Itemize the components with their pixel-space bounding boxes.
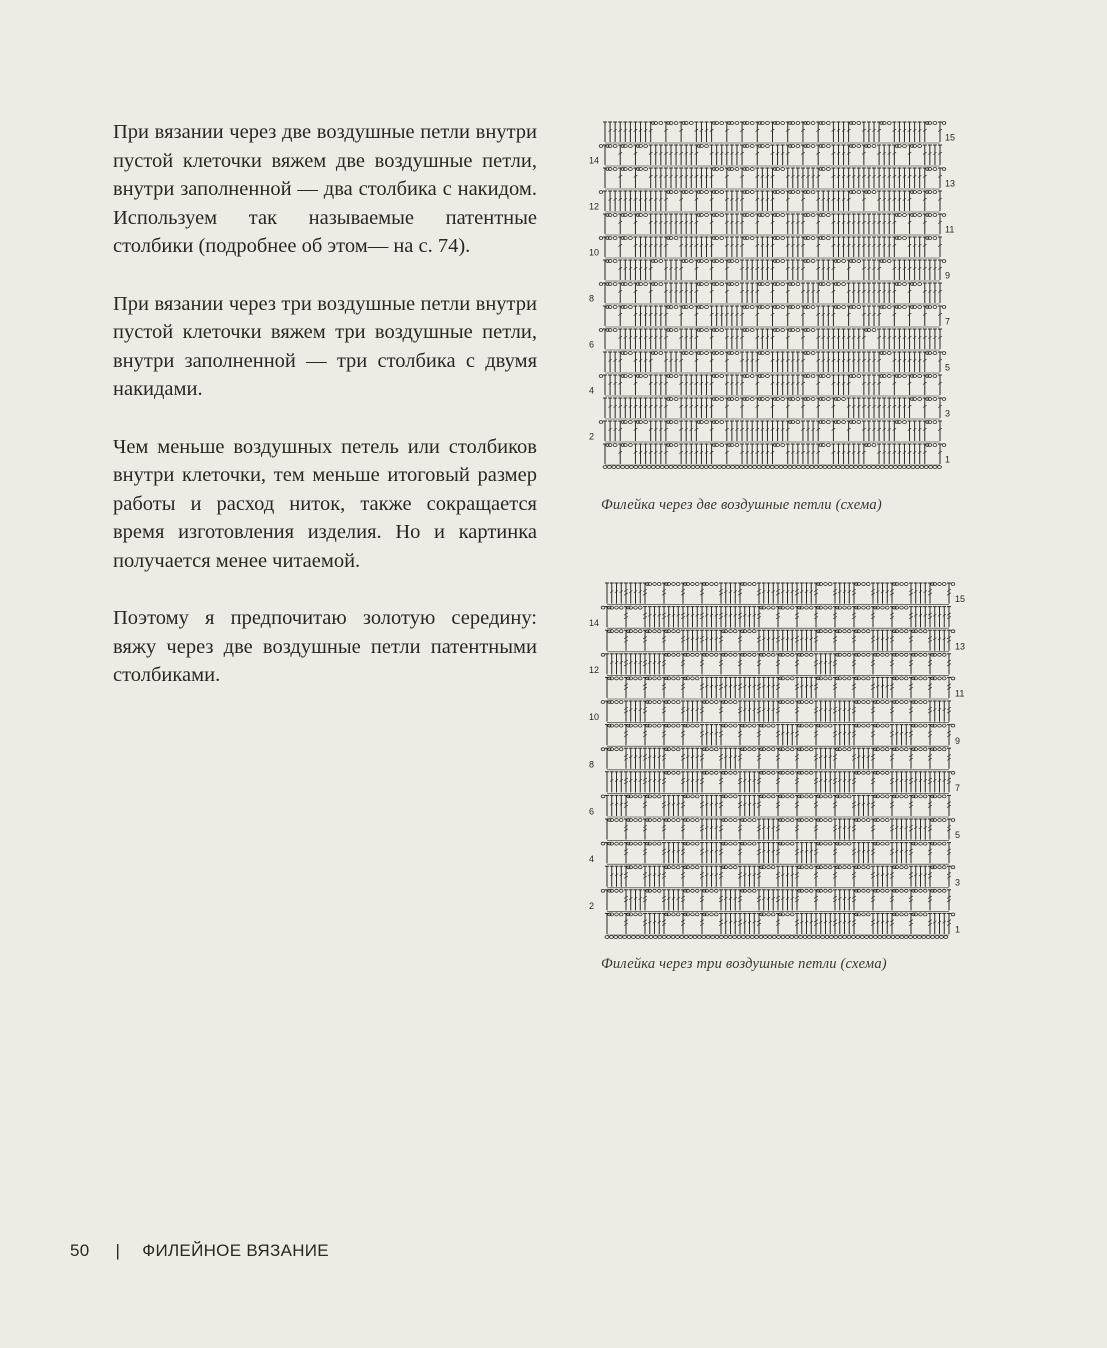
section-title: ФИЛЕЙНОЕ ВЯЗАНИЕ xyxy=(142,1241,329,1260)
chart-row xyxy=(605,771,955,793)
turning-chain xyxy=(951,866,955,869)
turning-chain xyxy=(942,444,946,447)
row-number-right: 9 xyxy=(955,735,961,746)
turning-chain xyxy=(599,283,603,286)
chart-row xyxy=(601,748,951,770)
turning-chain xyxy=(942,122,946,125)
row-number-left: 12 xyxy=(589,201,600,212)
turning-chain xyxy=(942,398,946,401)
row-number-right: 11 xyxy=(955,688,965,699)
row-number-right: 13 xyxy=(945,178,956,189)
crochet-chart-three-chains xyxy=(588,578,970,944)
turning-chain xyxy=(942,352,946,355)
turning-chain xyxy=(599,145,603,148)
caption-two-chains: Филейка через две воздушные петли (схема) xyxy=(601,497,882,513)
turning-chain xyxy=(951,677,955,680)
chart-row xyxy=(599,375,942,397)
foundation-chain xyxy=(603,466,941,469)
turning-chain xyxy=(601,842,605,845)
chart-row xyxy=(603,306,946,328)
caption-three-chains: Филейка через три воздушные петли (схема) xyxy=(601,956,887,972)
chart-row xyxy=(603,398,946,420)
chart-svg xyxy=(588,118,960,476)
turning-chain xyxy=(951,724,955,727)
turning-chain xyxy=(951,819,955,822)
chart-row xyxy=(603,260,946,282)
chart-row xyxy=(599,283,942,305)
row-number-right: 1 xyxy=(955,924,961,935)
row-number-left: 14 xyxy=(589,617,600,628)
turning-chain xyxy=(601,606,605,609)
row-number-right: 5 xyxy=(955,830,961,841)
turning-chain xyxy=(942,168,946,171)
chart-row xyxy=(599,421,942,443)
chart-row xyxy=(599,329,942,351)
chart-row xyxy=(601,795,951,817)
turning-chain xyxy=(942,214,946,217)
row-number-left: 10 xyxy=(589,247,600,258)
row-number-right: 11 xyxy=(945,224,955,235)
chart-row xyxy=(599,191,942,213)
chart-svg xyxy=(588,578,970,944)
row-number-right: 3 xyxy=(955,877,961,888)
chart-row xyxy=(603,214,946,236)
turning-chain xyxy=(951,913,955,916)
chart-row xyxy=(605,724,955,746)
page-number: 50 xyxy=(70,1241,90,1260)
turning-chain xyxy=(951,630,955,633)
turning-chain xyxy=(599,191,603,194)
row-number-left: 4 xyxy=(589,385,595,396)
turning-chain xyxy=(599,329,603,332)
turning-chain xyxy=(942,306,946,309)
chart-row xyxy=(599,145,942,167)
row-number-left: 6 xyxy=(589,339,595,350)
turning-chain xyxy=(599,375,603,378)
row-number-right: 15 xyxy=(955,594,966,605)
chart-row xyxy=(601,606,951,628)
paragraph-4: Поэтому я предпочитаю золотую середину: вяжу через две воздушные петли патентными столбиками. xyxy=(113,607,537,687)
turning-chain xyxy=(601,889,605,892)
turning-chain xyxy=(951,583,955,586)
row-number-right: 3 xyxy=(945,408,951,419)
chart-row xyxy=(605,819,955,841)
chart-row xyxy=(603,352,946,374)
row-number-left: 8 xyxy=(589,759,595,770)
chart-row xyxy=(605,866,955,888)
turning-chain xyxy=(599,237,603,240)
row-number-left: 14 xyxy=(589,155,600,166)
row-number-right: 7 xyxy=(955,783,961,794)
chart-row xyxy=(605,630,955,652)
paragraph-3: Чем меньше воздушных петель или столбиков внутри клеточки, тем меньше итоговый размер работы и расход ниток, также сокращается время изготовления изделия. Но и картинка получается менее читаемой. xyxy=(113,435,537,572)
paragraph-1: При вязании через две воздушные петли внутри пустой клеточки вяжем две воздушные петли, внутри заполненной — два столбика с накидом. Используем так называемые патентные столбики (подробнее об этом— на с. 74). xyxy=(113,121,537,258)
foundation-chain xyxy=(605,936,948,939)
row-number-left: 6 xyxy=(589,806,595,817)
turning-chain xyxy=(599,421,603,424)
row-number-right: 5 xyxy=(945,362,951,373)
paragraph-2: При вязании через три воздушные петли внутри пустой клеточки вяжем три воздушные петли, внутри заполненной — три столбика с двумя накидами. xyxy=(113,292,537,401)
page-footer xyxy=(70,1241,329,1261)
row-number-left: 10 xyxy=(589,712,600,723)
row-number-right: 1 xyxy=(945,454,951,465)
chart-row xyxy=(601,701,951,723)
turning-chain xyxy=(601,795,605,798)
row-number-left: 2 xyxy=(589,901,595,912)
turning-chain xyxy=(601,748,605,751)
chart-row xyxy=(605,913,955,935)
turning-chain xyxy=(601,653,605,656)
row-number-left: 8 xyxy=(589,293,595,304)
chart-row xyxy=(605,583,955,605)
row-number-left: 4 xyxy=(589,853,595,864)
row-number-left: 2 xyxy=(589,431,595,442)
chart-row xyxy=(601,842,951,864)
crochet-chart-two-chains xyxy=(588,118,960,476)
chart-row xyxy=(603,122,946,144)
footer-separator: | xyxy=(115,1241,121,1260)
chart-row xyxy=(603,168,946,190)
turning-chain xyxy=(951,771,955,774)
body-text xyxy=(113,118,537,718)
row-number-right: 13 xyxy=(955,641,966,652)
chart-row xyxy=(603,444,946,466)
chart-row xyxy=(605,677,955,699)
turning-chain xyxy=(601,701,605,704)
row-number-left: 12 xyxy=(589,665,600,676)
turning-chain xyxy=(942,260,946,263)
row-number-right: 9 xyxy=(945,270,951,281)
chart-row xyxy=(601,653,951,675)
chart-row xyxy=(599,237,942,259)
row-number-right: 15 xyxy=(945,132,956,143)
chart-row xyxy=(601,889,951,911)
row-number-right: 7 xyxy=(945,316,951,327)
